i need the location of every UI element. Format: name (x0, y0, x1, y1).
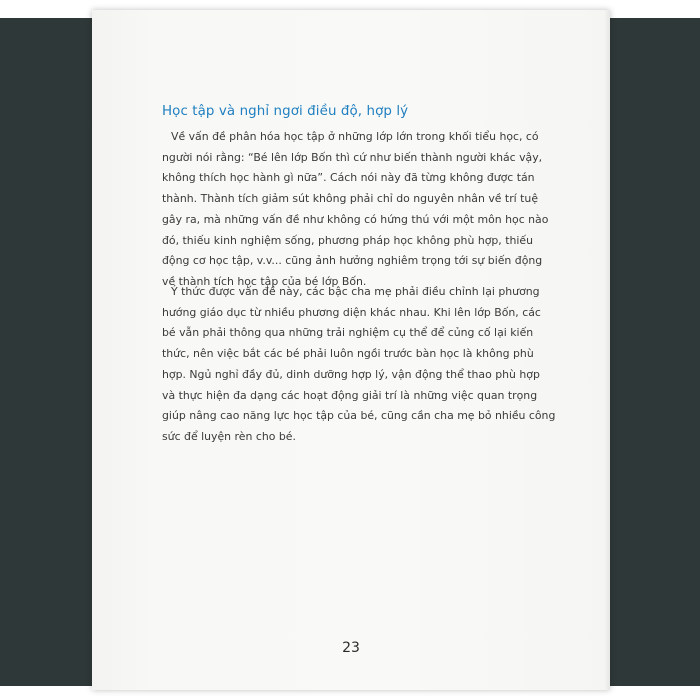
paragraph-line: sức để luyện rèn cho bé. (162, 429, 296, 443)
paragraph-line: thành. Thành tích giảm sút không phải chỉ do nguyên nhân về trí tuệ (162, 192, 539, 206)
paragraph-line: động cơ học tập, v.v... cũng ảnh hưởng nghiêm trọng tới sự biến động (162, 254, 543, 268)
book-page (92, 10, 610, 690)
paragraph-line: về thành tích học tập của bé lớp Bốn. (162, 274, 367, 288)
paragraph-line: giúp nâng cao năng lực học tập của bé, cũng cần cha mẹ bỏ nhiều công (162, 409, 556, 423)
paragraph-line: Về vấn đề phân hóa học tập ở những lớp lớn trong khối tiểu học, có (171, 130, 539, 143)
paragraph-line: thức, nên việc bắt các bé phải luôn ngồi trước bàn học là không phù (162, 347, 534, 361)
paragraph-line: đó, thiếu kinh nghiệm sống, phương pháp học không phù hợp, thiếu (162, 233, 534, 247)
paragraph-line: người nói rằng: “Bé lên lớp Bốn thì cứ như biến thành người khác vậy, (162, 150, 543, 164)
paragraph-line: bé vẫn phải thông qua những trải nghiệm cụ thể để củng cố lại kiến (162, 326, 534, 340)
paragraph-1 (162, 127, 598, 293)
paragraph-line: không thích học hành gì nữa”. Cách nói này đã từng không được tán (162, 171, 535, 185)
paragraph-line: hướng giáo dục từ nhiều phương diện khác nhau. Khi lên lớp Bốn, các (162, 305, 541, 319)
paragraph-line: Ý thức được vấn đề này, các bậc cha mẹ phải điều chỉnh lại phương (171, 285, 540, 298)
paragraph-line: hợp. Ngủ nghỉ đầy đủ, dinh dưỡng hợp lý, vận động thể thao phù hợp (162, 367, 540, 381)
page-number: 23 (342, 640, 360, 656)
paragraph-line: gây ra, mà những vấn đề như không có hứng thú với một môn học nào (162, 212, 549, 226)
paragraph-2 (162, 282, 598, 448)
paragraph-line: và thực hiện đa dạng các hoạt động giải trí là những việc quan trọng (162, 388, 538, 402)
section-heading: Học tập và nghỉ ngơi điều độ, hợp lý (162, 104, 409, 119)
